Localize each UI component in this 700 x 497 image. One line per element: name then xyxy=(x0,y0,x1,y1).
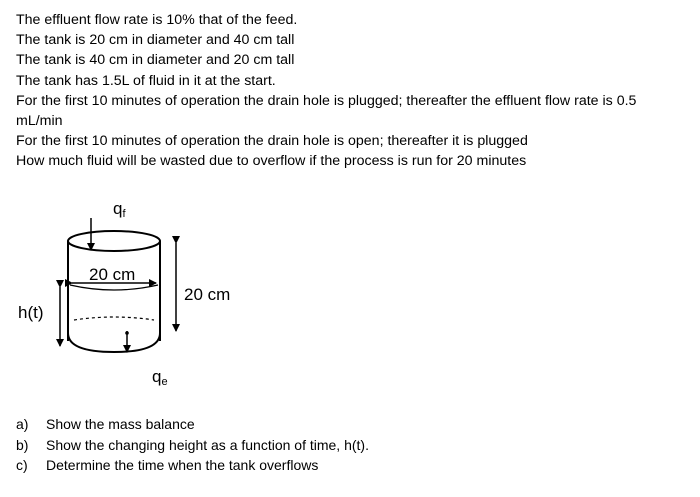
tank-top-ellipse xyxy=(68,231,160,251)
question-item xyxy=(16,414,369,435)
feed-label xyxy=(113,199,126,220)
fluid-level-line xyxy=(74,317,154,320)
question-marker: c) xyxy=(16,457,28,473)
tank-bottom xyxy=(68,333,160,352)
problem-line: The tank is 20 cm in diameter and 40 cm tall xyxy=(16,32,295,49)
question-list xyxy=(16,414,369,476)
feed-label-q: q xyxy=(113,199,123,218)
level-label: h(t) xyxy=(18,303,44,322)
question-item xyxy=(16,455,369,476)
question-marker: a) xyxy=(16,416,29,432)
problem-line: The effluent flow rate is 10% that of the feed. xyxy=(16,12,298,28)
problem-line: The tank has 1.5L of fluid in it at the start. xyxy=(16,72,276,89)
effluent-label-subscript: e xyxy=(161,376,168,388)
problem-line: mL/min xyxy=(16,113,63,130)
diameter-label: 20 cm xyxy=(89,265,136,284)
question-text: Show the mass balance xyxy=(46,416,195,432)
question-marker: b) xyxy=(16,436,29,453)
tank-inner-rim xyxy=(70,285,158,290)
problem-line: For the first 10 minutes of operation the drain hole is open; thereafter it is plugged xyxy=(16,133,528,150)
feed-label-subscript: f xyxy=(122,208,126,220)
problem-line: For the first 10 minutes of operation the drain hole is plugged; thereafter the effluent flow rate is 0.5 xyxy=(16,92,637,109)
effluent-label-q: q xyxy=(152,367,162,386)
question-text: Determine the time when the tank overflows xyxy=(46,457,319,473)
problem-line: The tank is 40 cm in diameter and 20 cm tall xyxy=(16,52,295,69)
question-text: Show the changing height as a function of time, h(t). xyxy=(46,436,369,453)
drain-hole xyxy=(125,331,129,335)
problem-line: How much fluid will be wasted due to overflow if the process is run for 20 minutes xyxy=(16,153,527,170)
effluent-label xyxy=(152,367,168,388)
height-label: 20 cm xyxy=(184,285,231,304)
question-item xyxy=(16,435,369,456)
